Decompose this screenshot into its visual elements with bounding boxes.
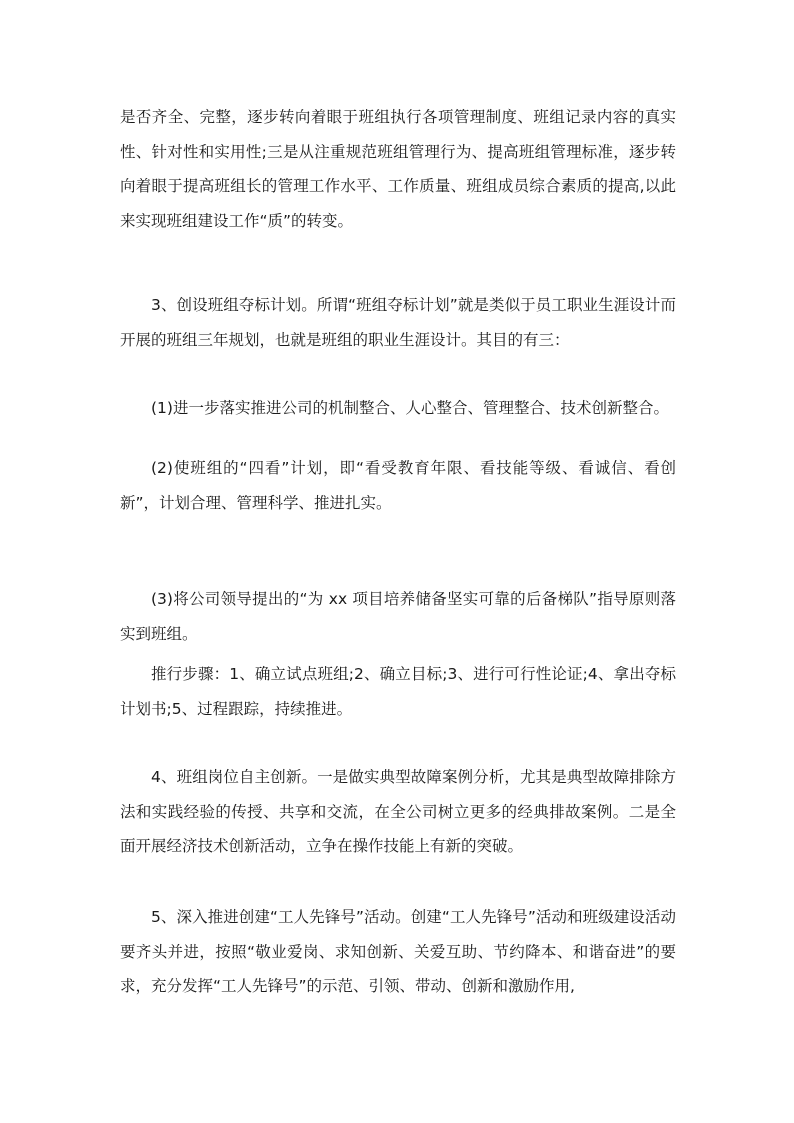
paragraph-section-5: 5、深入推进创建“工人先锋号”活动。创建“工人先锋号”活动和班级建设活动要齐头并进，按照“敬业爱岗、求知创新、关爱互助、节约降本、和谐奋进”的要求，充分发挥“工人先锋号”的示范、引领、带动、创新和激励作用, bbox=[120, 908, 676, 995]
paragraph-item-3: (3)将公司领导提出的“为 xx 项目培养储备坚实可靠的后备梯队”指导原则落实到班组。 bbox=[120, 590, 676, 643]
paragraph-item-1: (1)进一步落实推进公司的机制整合、人心整合、管理整合、技术创新整合。 bbox=[151, 399, 669, 417]
paragraph-steps: 推行步骤：1、确立试点班组;2、确立目标;3、进行可行性论证;4、拿出夺标计划书;5、过程跟踪，持续推进。 bbox=[120, 665, 676, 718]
paragraph-item-2: (2)使班组的“四看”计划，即“看受教育年限、看技能等级、看诚信、看创新”，计划合理、管理科学、推进扎实。 bbox=[120, 459, 676, 512]
paragraph-continuation: 是否齐全、完整，逐步转向着眼于班组执行各项管理制度、班组记录内容的真实性、针对性和实用性;三是从注重规范班组管理行为、提高班组管理标准，逐步转向着眼于提高班组长的管理工作水平、工作质量、班组成员综合素质的提高,以此来实现班组建设工作“质”的转变。 bbox=[120, 108, 676, 230]
paragraph-section-4: 4、班组岗位自主创新。一是做实典型故障案例分析，尤其是典型故障排除方法和实践经验的传授、共享和交流，在全公司树立更多的经典排故案例。二是全面开展经济技术创新活动，立争在操作技能上有新的突破。 bbox=[120, 768, 676, 855]
paragraph-section-3: 3、创设班组夺标计划。所谓“班组夺标计划”就是类似于员工职业生涯设计而开展的班组三年规划，也就是班组的职业生涯设计。其目的有三： bbox=[120, 296, 676, 349]
